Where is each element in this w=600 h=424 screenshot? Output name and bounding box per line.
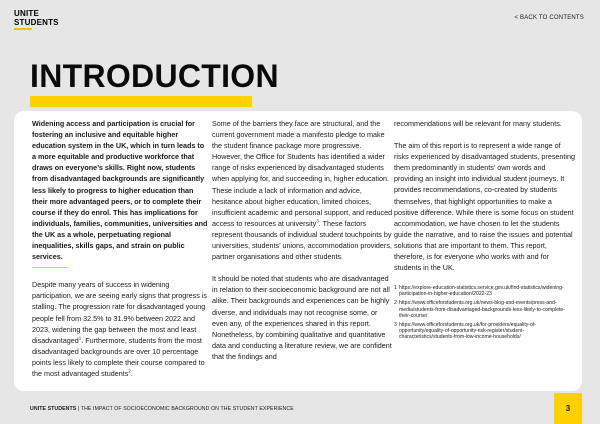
footnote-item bbox=[394, 300, 576, 318]
diversity-paragraph: It should be noted that students who are disadvantaged in relation to their socioeconomic background are not all alike. Their backgrounds and experiences can be highly diverse, and individuals may not recognise some, or even any, of the experiences shared in this report. Nonetheless, by combining qualitative and quantitative data and conducting a literature review, we are confident that the findings and bbox=[212, 274, 392, 361]
footer-brand: UNITE STUDENTS bbox=[30, 406, 77, 412]
footnote-ref-1[interactable]: 1 bbox=[78, 335, 82, 341]
footnotes-list bbox=[394, 285, 576, 340]
footnote-item bbox=[394, 322, 576, 340]
footnote-number: 2 bbox=[394, 300, 397, 307]
footnote-ref-3[interactable]: 3 bbox=[316, 218, 319, 224]
lead-paragraph: Widening access and participation is crucial for fostering an inclusive and equitable higher education system in the UK, which in turn leads to a more equitable and productive workforce that draws on everyone’s skills. Right now, students from disadvantaged backgrounds are significantly less likely to progress to higher education than their more advantaged peers, or to complete their course if they do enrol. This has implications for individuals, families, communities, universities and the UK as a whole, perpetuating regional inequalities, skills gaps, and strain on public services. bbox=[32, 119, 208, 262]
unite-students-logo bbox=[14, 10, 59, 30]
footnote-number: 3 bbox=[394, 321, 397, 328]
page-title: INTRODUCTION bbox=[30, 58, 279, 94]
stalling-progress-paragraph: Despite many years of success in widening participation, we are seeing early signs that progress is stalling. The progression rate for disadvantaged young people fell from 32.5% to 31.9% between 2022 and 2023, widening the gap between the most and least disadvantaged$^1$. Furthermore, students from the most disadvantaged backgrounds are over 10 percentage points less likely to complete their course compared to the most advantaged students$^2$. bbox=[32, 280, 207, 378]
relevance-paragraph: recommendations will be relevant for many students. bbox=[394, 119, 562, 128]
column-2 bbox=[212, 118, 393, 362]
footer bbox=[30, 406, 294, 412]
title-highlight-bar bbox=[30, 96, 252, 107]
footer-report-title: THE IMPACT OF SOCIOECONOMIC BACKGROUND ON THE STUDENT EXPERIENCE bbox=[80, 406, 294, 412]
barriers-paragraph: Some of the barriers they face are structural, and the current government made a manifesto pledge to make the student finance package more progressive. However, the Office for Students has identified a wider range of risks experienced by disadvantaged students when applying for, and succeeding in, higher education. These include a lack of information and advice, hesitance about higher education, limited choices, insufficient academic and personal support, and reduced access to resources at university$^3$. These factors represent thousands of individual student touchpoints by universities, students’ unions, accommodation providers, partner organisations and other students. bbox=[212, 119, 393, 262]
footnote-link[interactable]: https://explore-education-statistics.service.gov.uk/find-statistics/widening-participation-in-higher-education/2022-23 bbox=[399, 285, 564, 298]
logo-underline bbox=[14, 28, 32, 30]
aim-paragraph: The aim of this report is to represent a wide range of risks experienced by disadvantaged students, presenting them predominantly in students’ own words and providing an insight into individual student journeys. It provides recommendations, co-created by students themselves, that highlight opportunities to make a positive difference. While there is some focus on student accommodation, we have chosen to let the students guide the narrative, and to raise the issues and potential solutions that are important to them. This report, therefore, is for everyone who works with and for students in the UK. bbox=[394, 141, 575, 273]
footnote-link[interactable]: https://www.officeforstudents.org.uk/news-blog-and-events/press-and-media/students-from-disadvantaged-backgrounds-less-likely-to-complete-their-course/ bbox=[399, 300, 565, 319]
content-card bbox=[14, 111, 582, 391]
page-number: 3 bbox=[554, 393, 582, 424]
back-to-contents-link[interactable]: < BACK TO CONTENTS bbox=[514, 15, 584, 21]
footnote-link[interactable]: https://www.officeforstudents.org.uk/for-providers/equality-of-opportunity/equality-of-opportunity-risk-register/student-characteristics/students-from-low-income-households/ bbox=[399, 321, 536, 340]
column-3 bbox=[394, 118, 576, 343]
column-1 bbox=[32, 118, 210, 379]
lead-divider bbox=[32, 267, 68, 268]
footer-separator: | bbox=[76, 406, 81, 412]
logo-line-1: UNITE bbox=[14, 9, 39, 18]
footnote-number: 1 bbox=[394, 285, 397, 292]
footnote-ref-2[interactable]: 2 bbox=[128, 368, 131, 374]
logo-line-2: STUDENTS bbox=[14, 17, 59, 27]
footnote-item bbox=[394, 285, 576, 297]
